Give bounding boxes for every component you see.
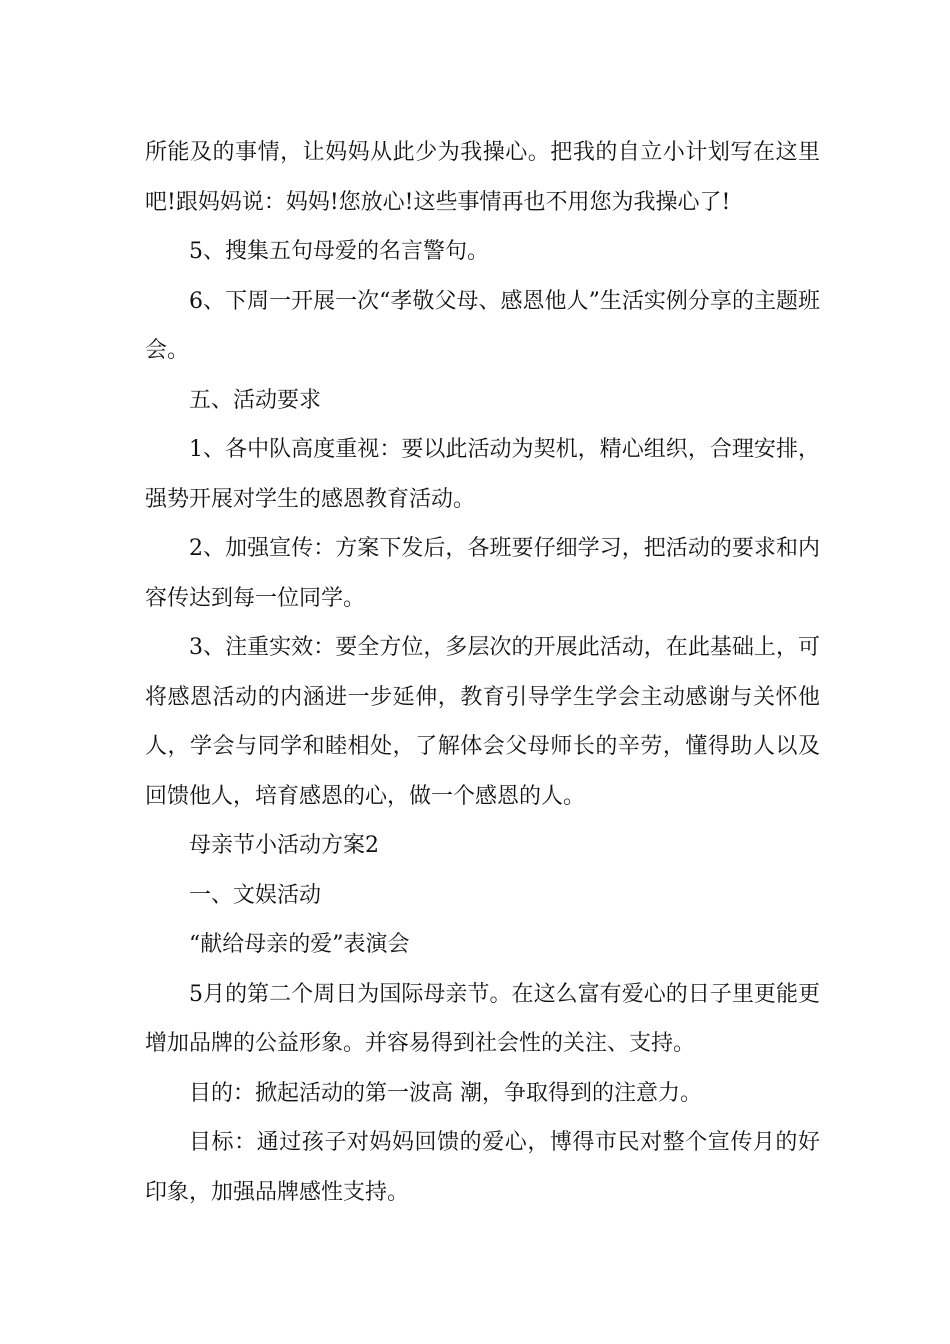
section-heading-requirements: 五、活动要求 [189,387,322,413]
section-heading-entertainment: 一、文娱活动 [189,882,322,908]
paragraph-intro: 5月的第二个周日为国际母亲节。在这么富有爱心的日子里更能更增加品牌的公益形象。并容易得到社会性的关注、支持。 [145,981,820,1056]
plan-title-2: 母亲节小活动方案2 [189,833,379,858]
document-body [145,128,820,1217]
paragraph-requirement-2: 2、加强宣传：方案下发后，各班要仔细学习，把活动的要求和内容传达到每一位同学。 [145,536,820,611]
paragraph-item-6: 6、下周一开展一次“孝敬父母、感恩他人”生活实例分享的主题班会。 [145,288,820,363]
paragraph-continuation: 所能及的事情，让妈妈从此少为我操心。把我的自立小计划写在这里吧!跟妈妈说：妈妈!您放心!这些事情再也不用您为我操心了! [145,140,820,215]
paragraph-requirement-1: 1、各中队高度重视：要以此活动为契机，精心组织，合理安排，强势开展对学生的感恩教育活动。 [145,437,820,512]
paragraph-goal: 目标：通过孩子对妈妈回馈的爱心，博得市民对整个宣传月的好印象，加强品牌感性支持。 [145,1130,820,1205]
paragraph-requirement-3: 3、注重实效：要全方位，多层次的开展此活动，在此基础上，可将感恩活动的内涵进一步延伸，教育引导学生学会主动感谢与关怀他人，学会与同学和睦相处，了解体会父母师长的辛劳，懂得助人以及回馈他人，培育感恩的心，做一个感恩的人。 [145,635,820,809]
event-title: “献给母亲的爱”表演会 [189,932,410,957]
paragraph-item-5: 5、搜集五句母爱的名言警句。 [189,239,489,264]
paragraph-purpose: 目的：掀起活动的第一波高 潮，争取得到的注意力。 [189,1080,702,1106]
